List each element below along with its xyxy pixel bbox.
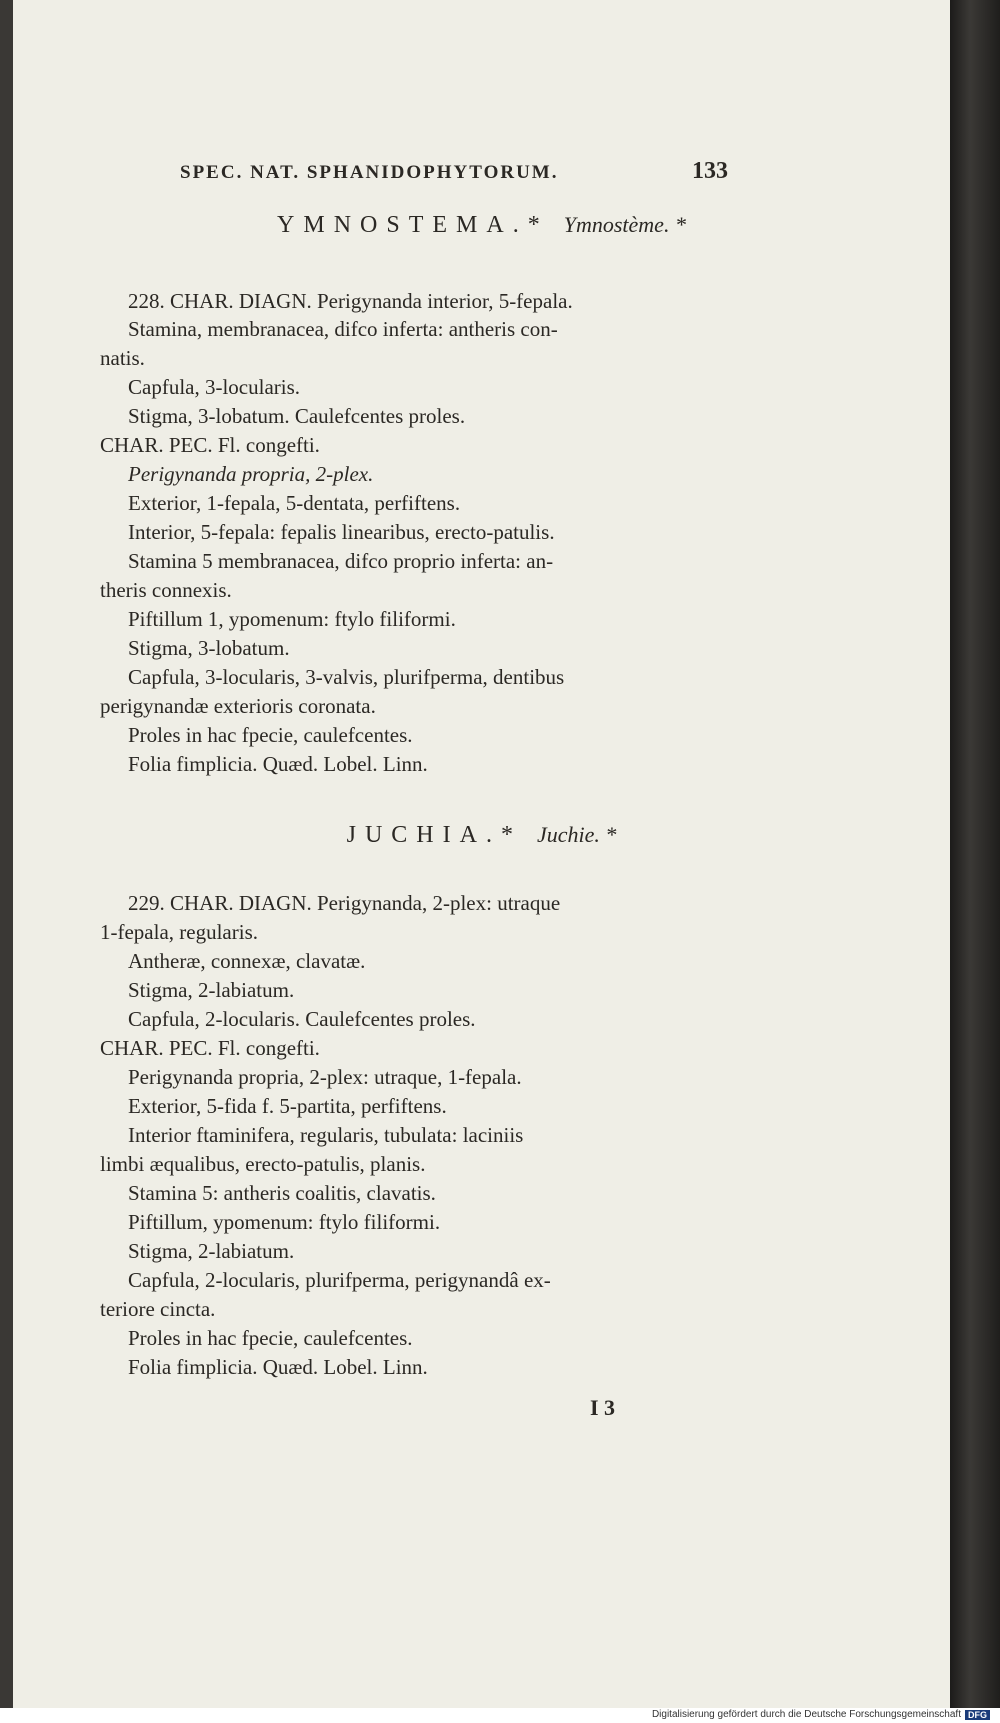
- text-line: Stigma, 2-labiatum.: [128, 1239, 295, 1263]
- text-line: Antheræ, connexæ, clavatæ.: [128, 949, 366, 973]
- text-line: Piftillum, ypomenum: ftylo filiformi.: [128, 1210, 441, 1234]
- text-line: Stamina 5: antheris coalitis, clavatis.: [128, 1181, 436, 1205]
- footer-credit: Digitalisierung gefördert durch die Deutsche Forschungsgemeinschaft: [651, 1709, 961, 1720]
- section-title-ymnostema: [13, 212, 950, 238]
- text-line: 228. CHAR. DIAGN. Perigynanda interior, 5-fepala.: [128, 289, 573, 313]
- text-line: limbi æqualibus, erecto-patulis, planis.: [100, 1152, 426, 1176]
- section-title-latin: YMNOSTEMA.*: [277, 212, 549, 238]
- text-line: Exterior, 1-fepala, 5-dentata, perfiftens.: [128, 491, 461, 515]
- text-line: Interior, 5-fepala: fepalis linearibus, erecto-patulis.: [128, 520, 555, 544]
- text-line: theris connexis.: [100, 578, 232, 602]
- left-edge: [0, 0, 13, 1723]
- text-line: Capfula, 2-locularis. Caulefcentes proles.: [128, 1007, 476, 1031]
- text-line: CHAR. PEC. Fl. congefti.: [100, 433, 320, 457]
- text-line: Proles in hac fpecie, caulefcentes.: [128, 723, 413, 747]
- text-line: Stigma, 3-lobatum.: [128, 636, 290, 660]
- text-line: Proles in hac fpecie, caulefcentes.: [128, 1326, 413, 1350]
- text-line: 1-fepala, regularis.: [100, 920, 259, 944]
- text-line: Capfula, 2-locularis, plurifperma, perigynandâ ex-: [128, 1268, 551, 1292]
- text-line: Piftillum 1, ypomenum: ftylo filiformi.: [128, 607, 456, 631]
- book-page: [13, 0, 950, 1708]
- section-title-juchia: [13, 822, 950, 848]
- dfg-logo: DFG: [965, 1710, 990, 1720]
- section-title-latin: JUCHIA.*: [346, 822, 522, 848]
- text-line: Capfula, 3-locularis, 3-valvis, plurifperma, dentibus: [128, 665, 565, 689]
- text-line: 229. CHAR. DIAGN. Perigynanda, 2-plex: utraque: [128, 891, 561, 915]
- page-number: 133: [692, 158, 728, 184]
- text-line: Capfula, 3-locularis.: [128, 375, 301, 399]
- text-line: Stamina, membranacea, difco inferta: antheris con-: [128, 317, 558, 341]
- text-line: Exterior, 5-fida f. 5-partita, perfiftens.: [128, 1094, 447, 1118]
- running-head: SPEC. NAT. SPHANIDOPHYTORUM.: [180, 162, 559, 183]
- digitization-footer: [652, 1709, 990, 1720]
- text-line: Stigma, 2-labiatum.: [128, 978, 295, 1002]
- text-line: natis.: [100, 346, 145, 370]
- book-spine: [950, 0, 1000, 1708]
- section-title-french: Juchie. *: [536, 822, 617, 847]
- text-line: Perigynanda propria, 2-plex.: [128, 462, 374, 486]
- signature-mark: I 3: [590, 1395, 616, 1420]
- text-line: perigynandæ exterioris coronata.: [100, 694, 376, 718]
- text-line: Stamina 5 membranacea, difco proprio inferta: an-: [128, 549, 554, 573]
- text-line: Folia fimplicia. Quæd. Lobel. Linn.: [128, 752, 428, 776]
- text-line: teriore cincta.: [100, 1297, 216, 1321]
- text-line: Folia fimplicia. Quæd. Lobel. Linn.: [128, 1355, 428, 1379]
- text-line: Perigynanda propria, 2-plex: utraque, 1-fepala.: [128, 1065, 522, 1089]
- text-line: Interior ftaminifera, regularis, tubulata: laciniis: [128, 1123, 524, 1147]
- text-line: CHAR. PEC. Fl. congefti.: [100, 1036, 320, 1060]
- section-title-french: Ymnostème. *: [563, 212, 686, 237]
- text-line: Stigma, 3-lobatum. Caulefcentes proles.: [128, 404, 466, 428]
